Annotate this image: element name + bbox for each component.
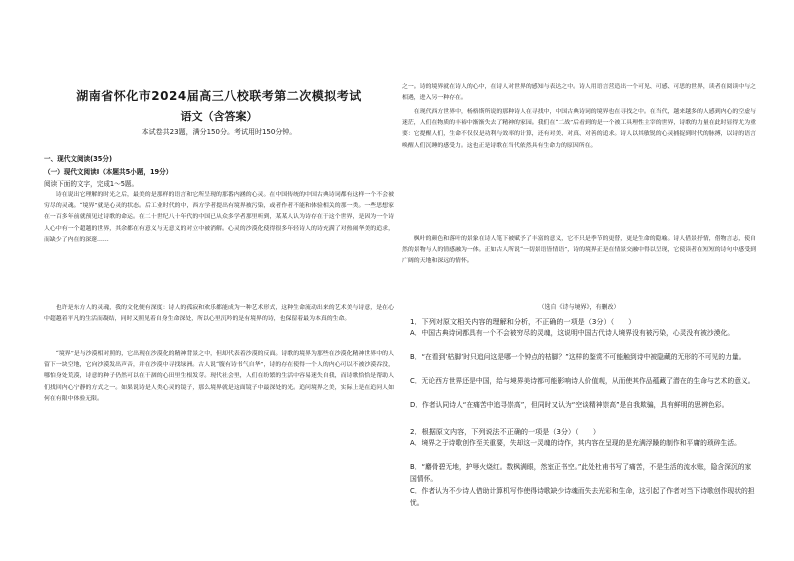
question-2-option-a[interactable]: A．境界之于诗歌创作至关重要，失却这一灵魂的诗作，其内容在呈现的是充满浮躁的制作和平庸的琐碎生活。 <box>410 439 741 447</box>
passage-paragraph-4: 之一。诗的境界就在诗人的心中，在诗人对世界的感知与表达之中。诗人用语言营造出一个可见、可感、可思的世界，读者在阅读中与之相遇，进入另一种存在。 <box>402 84 756 102</box>
question-1-option-a[interactable]: A．中国古典诗词都具有一个不会被穷尽的灵魂，这说明中国古代诗人境界没有被污染，心灵没有被沙漠化。 <box>410 329 735 337</box>
passage-paragraph-6: 枫叶的颜色和落叶的景象在诗人笔下被赋予了丰富的意义，它不只是季节的更替，更是生命的隐喻。诗人借景抒情，借物言志，使自然的景物与人的情感融为一体。正如古人所说“一切景语皆情语”，诗的境界正是在情景交融中得以呈现，它使读者在短短的诗句中感受到广阔的天地和深远的情怀。 <box>402 236 756 265</box>
question-1-stem: 1．下列对原文相关内容的理解和分析，不正确的一项是（3分）（ ） <box>410 317 636 326</box>
reading-instruction: 阅读下面的文字，完成1～5题。 <box>44 180 139 188</box>
passage-paragraph-2: 也许是东方人的灵魂，我的文化便有深度：诗人的孤寂和欢乐都能成为一种艺术形式，这种生命流动出来的艺术美与诗意，是在心中超越着平凡的生活而凝结，同时又照见着自身生命深处，所以心里沉吟的是有境界的诗，也保留着最为本真的生命。 <box>44 305 394 323</box>
question-1-option-d[interactable]: D．作者认同诗人“在痛苦中追寻崇高”，但同时又认为“空谈精神崇高”是自我欺骗，具有鲜明的思辨色彩。 <box>410 401 729 409</box>
exam-title: 湖南省怀化市2024届高三八校联考第二次模拟考试 <box>76 89 362 103</box>
exam-meta: 本试卷共23题，满分150分。考试用时150分钟。 <box>141 128 297 136</box>
section-heading: 一、现代文阅读(35分) <box>44 155 112 163</box>
exam-subtitle: 语文（含答案） <box>180 110 258 123</box>
passage-paragraph-1: 诗在说出它理解的时光之后，最美的是那样的语言和它所呈现的那番内涵的心灵。在中国传统的中国古典诗词都有这样一个不会被穷尽的灵魂。“境界”就是心灵的状态。后工业时代的中，西方学者提出有境界被污染，或者作者不能和体验相关的那一类。一些思想家在一百多年前就预见过诗歌的命运。在二十世纪八十年代的中国已从众多学者那里听到，某某人认为诗存在于这个世界，是因为一个诗人心中有一个超越的世界，其余都在有意义与无意义的对立中被消解。心灵的沙漠化使得很多年轻诗人的诗充满了对热闹华美的追求，而缺少了内在的深邃…… <box>44 192 394 243</box>
passage-source: （选自《诗与境界》，有删改） <box>538 304 620 311</box>
sub-section-heading: （一）现代文阅读Ⅰ（本题共5小题，19分） <box>44 168 173 176</box>
question-2-option-b[interactable]: B．“麝骨碧无地，护辱火烧红。数枫满眼，然室正书空。”此处杜甫书写了痛苦，不是生活的流水账，隐含深沉的家国情怀。 <box>410 463 752 483</box>
passage-paragraph-3: “境界”是与沙漠相对照的，它出现在沙漠化的精神背景之中，但却代表着沙漠的反面。诗歌的境界为那些在沙漠化精神世界中的人留下一块空地，它向沙漠发出声音，并在沙漠中寻找绿洲。古人说“腹有诗书气自华”，诗的存在使得一个人的内心可以不被沙漠吞没，哪怕身处荒漠，诗意的种子仍然可以在干涸的心田里生根发芽。现代社会里，人们在纷繁的生活中容易迷失自我，而诗歌恰恰是帮助人们找回内心宁静的方式之一。如果说诗是人类心灵的镜子，那么境界就是这面镜子中最深处的光。追问境界之美，实际上是在追问人如何在有限中体验无限。 <box>44 351 394 402</box>
question-1-option-c[interactable]: C．无论西方世界还是中国，给与境界美诗都可能影响诗人价值观，从而使其作品蕴藏了潜在的生命与艺术的意义。 <box>410 377 755 385</box>
question-2-option-c[interactable]: C．作者认为不少诗人借助计算机写作使得诗歌缺少诗魂而失去光彩和生命，这引起了作者对当下诗歌创作现状的担忧。 <box>410 487 755 507</box>
question-2-stem: 2．根据原文内容，下列说法不正确的一项是（3分）（ ） <box>410 427 600 436</box>
question-1-option-b[interactable]: B．“在看到‘枯脚’时只追问这是哪一个钟点的枯脚？”这样的鉴赏不可能触到诗中被隐藏的无形的不可见的力量。 <box>410 353 746 361</box>
passage-paragraph-5: 在现代西方世界中，杨格斯所说的那种诗人在寻找中，中国古典诗词的境界也在寻找之中。在当代，越来越多的人感到内心的空虚与迷茫，人们在物质的丰裕中渐渐失去了精神的家园。我们在“二战”后看到的是一个被工具理性主宰的世界，诗歌的力量在此时显得尤为重要：它提醒人们，生命不仅仅是功利与效率的计算，还有对美、对真、对善的追求。诗人以其敏锐的心灵捕捉到时代的脉搏，以诗的语言唤醒人们沉睡的感受力。这也正是诗歌在当代依然具有生命力的原因所在。 <box>402 109 756 149</box>
